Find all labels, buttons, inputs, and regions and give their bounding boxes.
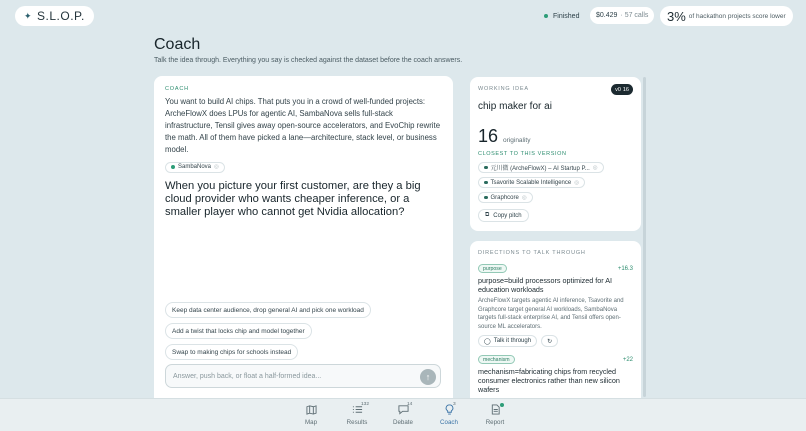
talk-through-label: Talk it through (493, 338, 532, 344)
working-idea-card (470, 77, 641, 231)
suggestion-chip[interactable]: Keep data center audience, drop general AI and pick one workload (165, 302, 371, 318)
page-subtitle: Talk the idea through. Everything you say is checked against the dataset before the coach answers. (154, 57, 463, 64)
direction-title: purpose=build processors optimized for AI education workloads (478, 276, 613, 294)
nav-report[interactable] (475, 404, 515, 426)
nav-map[interactable] (291, 404, 331, 426)
nav-debate[interactable] (383, 404, 423, 426)
info-icon: ◎ (574, 179, 580, 186)
chat-bubble-icon: ◯ (484, 338, 491, 345)
chip-dot-icon (171, 165, 175, 169)
closest-chip-label: 元川微 (ArcheFlowX) – AI Startup P... (490, 166, 590, 172)
refresh-icon: ↻ (547, 338, 553, 345)
nav-label: Map (304, 419, 318, 426)
calls-count: · 57 calls (620, 12, 649, 19)
chip-dot-icon (484, 166, 488, 170)
directions-card (470, 241, 641, 406)
doc-icon (490, 404, 501, 415)
cost-value: $0.429 (596, 12, 618, 19)
closest-list (478, 162, 633, 203)
send-button[interactable] (420, 369, 436, 385)
originality-label: originality (503, 137, 531, 144)
closest-chip-label: Graphcore (490, 194, 519, 201)
sparkle-icon: ✦ (24, 10, 33, 21)
arrow-up-icon: ↑ (425, 372, 431, 382)
direction-score: +16.3 (617, 265, 633, 272)
directions-label: DIRECTIONS TO TALK THROUGH (478, 250, 586, 256)
closest-chip-label: Tsavorite Scalable Intelligence (490, 179, 572, 186)
coach-badge: 3 (453, 402, 456, 407)
closest-label: CLOSEST TO THIS VERSION (478, 151, 567, 157)
app-logo[interactable] (15, 6, 94, 26)
suggestion-list (165, 302, 371, 360)
results-badge: 132 (361, 402, 370, 407)
cost-badge (590, 7, 654, 24)
nav-results[interactable] (337, 404, 377, 426)
chip-dot-icon (484, 181, 488, 185)
copy-pitch-label: Copy pitch (493, 212, 522, 219)
copy-pitch-button[interactable] (478, 209, 529, 222)
chip-dot-icon (484, 196, 488, 200)
coach-label: COACH (165, 86, 189, 92)
source-chip-label: SambaNova (178, 164, 212, 170)
direction-tag: purpose (478, 264, 507, 273)
nav-label: Coach (440, 419, 458, 426)
closest-chip[interactable] (478, 192, 533, 203)
nav-coach[interactable] (429, 404, 469, 426)
suggestion-chip[interactable]: Swap to making chips for schools instead (165, 344, 298, 360)
direction-tag: mechanism (478, 355, 515, 364)
source-chip[interactable] (165, 162, 225, 173)
answer-input[interactable] (165, 364, 441, 388)
coach-message: You want to build AI chips. That puts you in a crowd of well-funded projects: ArcheFlowX does LPUs for agentic AI, SambaNova sells full-stack infrastructure, Tensil gives away open-source accelerators, and EvoChip rewrite the math. All of them have picked a lane—architecture, stack level, or business model. (165, 97, 441, 154)
percentile-badge (660, 6, 793, 26)
map-icon (306, 404, 317, 415)
closest-chip[interactable] (478, 162, 604, 173)
direction-title: mechanism=fabricating chips from recycled consumer electronics rather than new silicon wafers (478, 367, 620, 394)
direction-item (478, 264, 633, 347)
copy-icon: ⧉ (485, 212, 490, 218)
status-dot-icon (544, 14, 548, 18)
debate-badge: 14 (407, 402, 413, 407)
status-text: Finished (553, 12, 580, 20)
version-badge[interactable] (611, 84, 633, 95)
idea-name: chip maker for ai (478, 101, 552, 112)
working-idea-label: WORKING IDEA (478, 86, 529, 92)
run-status (544, 7, 579, 25)
report-dot-icon (500, 403, 504, 407)
nav-label: Results (346, 419, 368, 426)
percentile-value: 3% (667, 8, 686, 24)
coach-panel (154, 76, 453, 406)
nav-label: Debate (393, 419, 413, 426)
nav-label: Report (485, 419, 505, 426)
direction-score: +22 (622, 356, 633, 363)
direction-item (478, 355, 633, 394)
answer-placeholder: Answer, push back, or float a half-formed idea... (173, 372, 322, 380)
version-count: 16 (622, 86, 629, 93)
refresh-button[interactable] (541, 335, 558, 347)
scrollbar[interactable] (643, 77, 646, 397)
coach-question: When you picture your first customer, are they a big cloud provider who wants cheaper inference, or a smaller player who cannot get Nvidia allocation? (165, 180, 421, 218)
version-label: v0 (615, 86, 621, 93)
info-icon: ◎ (214, 164, 219, 170)
talk-through-button[interactable] (478, 335, 537, 347)
closest-chip[interactable] (478, 177, 585, 188)
direction-description: ArcheFlowX targets agentic AI inference, Tsavorite and Graphcore target general AI workloads, SambaNova targets full-stack enterprise AI, and Tensil offers open-source ML accelerators. (478, 298, 624, 330)
suggestion-chip[interactable]: Add a twist that locks chip and model together (165, 323, 312, 339)
info-icon: ◎ (592, 164, 598, 171)
page-title: Coach (154, 36, 201, 53)
percentile-text: of hackathon projects score lower (688, 12, 786, 20)
originality-score (478, 126, 633, 147)
originality-value: 16 (478, 126, 499, 146)
info-icon: ◎ (521, 194, 527, 201)
logo-text: S.L.O.P. (37, 9, 85, 23)
